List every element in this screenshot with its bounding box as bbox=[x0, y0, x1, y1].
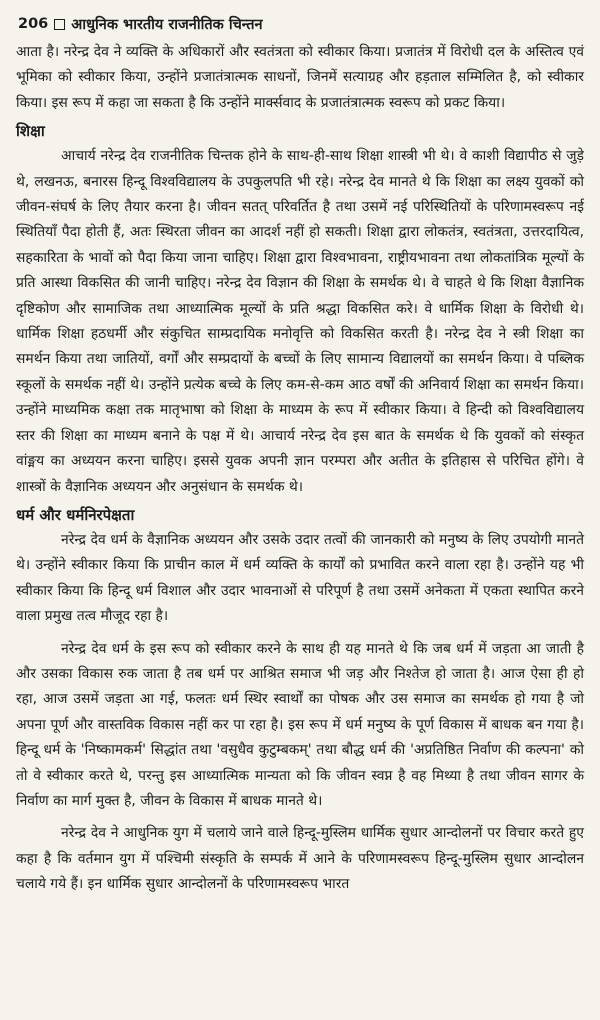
page-number: 206 bbox=[18, 16, 49, 32]
square-icon bbox=[54, 19, 65, 30]
paragraph-religion-stagnation: नरेन्द्र देव धर्म के इस रूप को स्वीकार करने के साथ ही यह मानते थे कि जब धर्म में जड़ता आ जाती है और उसका विकास रुक जाता है तब धर्म पर आश्रित समाज भी जड़ और निश्तेज हो जाता है। आज ऐसा ही हो रहा, आज उसमें जड़ता आ गई, फलतः धर्म स्थिर स्वार्थों का पोषक और उस समाज का समर्थक हो गया है जो अपना पूर्ण और वास्तविक विकास नहीं कर पा रहा है। इस रूप में धर्म मनुष्य के पूर्ण विकास में बाधक बन गया है। हिन्दू धर्म के 'निष्कामकर्म' सिद्धांत तथा 'वसुधैव कुटुम्बकम्' तथा बौद्ध धर्म की 'अप्रतिष्ठित निर्वाण की कल्पना' को तो वे स्वीकार करते थे, परन्तु इस आध्यात्मिक मान्यता को कि जीवन स्वप्न है वह मिथ्या है तथा जीवन सागर के निर्वाण का मार्ग मुक्त है, जीवन के विकास में बाधक मानते थे। bbox=[16, 640, 584, 809]
paragraph-democracy: आता है। नरेन्द्र देव ने व्यक्ति के अधिकारों और स्वतंत्रता को स्वीकार किया। प्रजातंत्र में विरोधी दल के अस्तित्व एवं भूमिका को स्वीकार किया, उन्होंने प्रजातंत्रात्मक साधनों, जिनमें सत्याग्रह और हड़ताल सम्मिलित है, को स्वीकार किया। इस रूप में कहा जा सकता है कि उन्होंने मार्क्सवाद के प्रजातंत्रात्मक स्वरूप को प्रकट किया। bbox=[16, 44, 584, 111]
running-title: आधुनिक भारतीय राजनीतिक चिन्तन bbox=[71, 17, 263, 33]
running-head bbox=[18, 14, 584, 34]
paragraph-reform-movements: नरेन्द्र देव ने आधुनिक युग में चलाये जाने वाले हिन्दू-मुस्लिम धार्मिक सुधार आन्दोलनों पर विचार करते हुए कहा है कि वर्तमान युग में पश्चिमी संस्कृति के सम्पर्क में आने के परिणामस्वरूप हिन्दू-मुस्लिम सुधार आन्दोलन चलाये गये हैं। इन धार्मिक सुधार आन्दोलनों के परिणामस्वरूप भारत bbox=[16, 825, 584, 893]
section-heading-religion: धर्म और धर्मनिरपेक्षता bbox=[16, 505, 135, 524]
paragraph-religion-study: नरेन्द्र देव धर्म के वैज्ञानिक अध्ययन और उसके उदार तत्वों की जानकारी को मनुष्य के लिए उपयोगी मानते थे। उन्होंने स्वीकार किया कि प्राचीन काल में धर्म व्यक्ति के कार्यों को प्रभावित करने वाला रहा है। उन्होंने यह भी स्वीकार किया कि हिन्दू धर्म विशाल और उदार भावनाओं से परिपूर्ण है तथा उसमें अनेकता में एकता स्थापित करने वाला प्रमुख तत्व मौजूद रहा है। bbox=[16, 531, 584, 625]
section-heading-education: शिक्षा bbox=[16, 122, 45, 141]
paragraph-education: आचार्य नरेन्द्र देव राजनीतिक चिन्तक होने के साथ-ही-साथ शिक्षा शास्त्री भी थे। वे काशी विद्यापीठ से जुड़े थे, लखनऊ, बनारस हिन्दू विश्वविद्यालय के उपकुलपति भी रहे। नरेन्द्र देव मानते थे कि शिक्षा का लक्ष्य युवकों को जीवन-संघर्ष के लिए तैयार करना है। जीवन सतत् परिवर्तित है तथा उसमें नई परिस्थितियों के परिणामस्वरूप नई स्थितियाँ पैदा होती हैं, अतः स्थिरता जीवन का आदर्श नहीं हो सकती। शिक्षा द्वारा लोकतंत्र, स्वतंत्रता, उत्तरदायित्व, सहकारिता के भावों को पैदा किया जाना चाहिए। शिक्षा द्वारा विश्वभावना, राष्ट्रीयभावना तथा लोकतांत्रिक मूल्यों के प्रति आस्था विकसित की जानी चाहिए। नरेन्द्र देव विज्ञान की शिक्षा के समर्थक थे। वे चाहते थे कि शिक्षा वैज्ञानिक दृष्टिकोण और सामाजिक तथा आध्यात्मिक मूल्यों के प्रति श्रद्धा विकसित करे। वे धार्मिक शिक्षा के विरोधी थे। धार्मिक शिक्षा हठधर्मी और संकुचित साम्प्रदायिक मनोवृत्ति को विकसित करती है। नरेन्द्र देव ने स्त्री शिक्षा का समर्थन किया तथा जातियों, वर्गों और सम्प्रदायों के बच्चों के लिए सामान्य विद्यालयों का समर्थन किया। वे पब्लिक स्कूलों के समर्थक नहीं थे। उन्होंने प्रत्येक बच्चे के लिए कम-से-कम आठ वर्षों की अनिवार्य शिक्षा का समर्थन किया। उन्होंने माध्यमिक कक्षा तक मातृभाषा को शिक्षा के माध्यम के रूप में स्वीकार किया। वे हिन्दी को विश्वविद्यालय स्तर की शिक्षा का माध्यम बनाने के पक्ष में थे। आचार्य नरेन्द्र देव इस बात के समर्थक थे कि युवकों को संस्कृत वांङ्मय का अध्ययन करना चाहिए। इससे युवक अपनी ज्ञान परम्परा और अतीत के इतिहास से परिचित होंगे। वे शास्त्रों के वैज्ञानिक अध्ययन और अनुसंधान के समर्थक थे। bbox=[16, 148, 584, 495]
